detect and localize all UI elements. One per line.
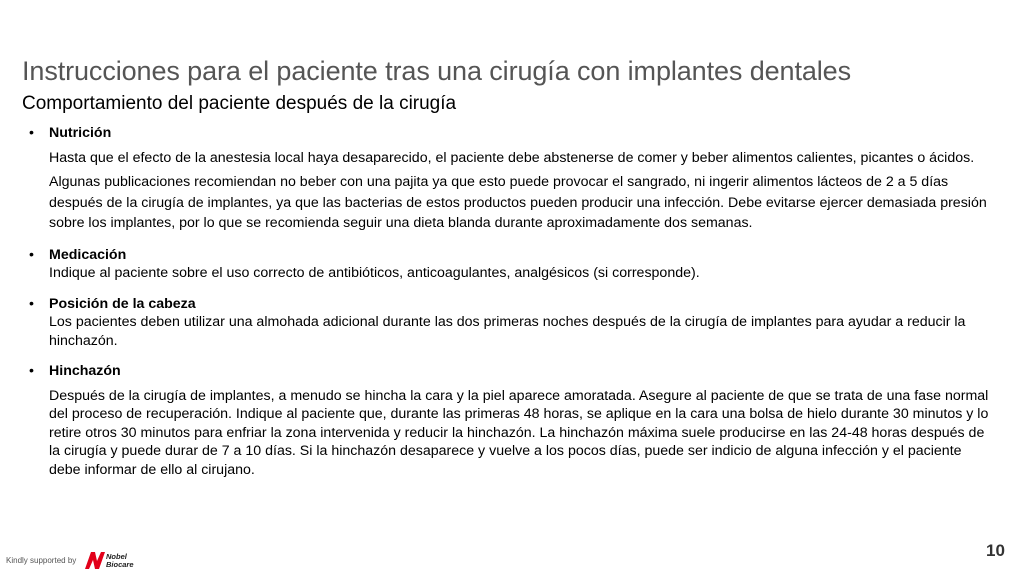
section-heading: Hinchazón: [49, 363, 121, 379]
page-number: 10: [986, 541, 1005, 560]
section-paragraph: Indique al paciente sobre el uso correcto de antibióticos, anticoagulantes, analgésicos (si corresponde).: [49, 265, 700, 281]
section-medication: [29, 246, 989, 283]
content-body: [29, 124, 989, 486]
bullet: •: [29, 363, 34, 379]
section-heading: Nutrición: [49, 125, 112, 141]
section-heading: Medicación: [49, 246, 127, 263]
section-paragraph: Los pacientes deben utilizar una almohada adicional durante las dos primeras noches después de la cirugía de implantes para ayudar a reducir la hinchazón.: [49, 314, 966, 349]
bullet: •: [29, 125, 34, 141]
slide-subtitle: Comportamiento del paciente después de la cirugía: [22, 93, 457, 114]
supported-by-text: Kindly supported by: [6, 556, 77, 565]
section-paragraph: Algunas publicaciones recomiendan no beber con una pajita ya que esto puede provocar el sangrado, ni ingerir alimentos lácteos de 2 a 5 días después de la cirugía de implantes, ya que las bacterias de estos productos pueden producir una infección. Debe evitarse ejercer demasiada presión sobre los implantes, por lo que se recomienda seguir una dieta blanda durante aproximadamente dos semanas.: [49, 174, 987, 231]
section-heading: Posición de la cabeza: [49, 295, 196, 312]
section-nutrition: [29, 124, 989, 234]
logo-line1: Nobel: [106, 552, 127, 561]
bullet: •: [29, 295, 34, 312]
section-head-position: [29, 295, 989, 351]
bullet: •: [29, 246, 34, 263]
section-paragraph: Después de la cirugía de implantes, a menudo se hincha la cara y la piel aparece amoratada. Asegure al paciente de que se trata de una fase normal del proceso de recuperación. Indique al paciente que, durante las primeras 48 horas, se aplique en la cara una bolsa de hielo durante 30 minutos y lo retire otros 30 minutos para enfriar la zona intervenida y reducir la hinchazón. La hinchazón máxima suele producirse en las 24-48 horas después de la cirugía y puede durar de 7 a 10 días. Si la hinchazón desaparece y vuelve a los pocos días, puede ser indicio de alguna infección y el paciente debe informar de ello al cirujano.: [49, 387, 989, 478]
section-paragraph: Hasta que el efecto de la anestesia local haya desaparecido, el paciente debe abstenerse de comer y beber alimentos calientes, picantes o ácidos.: [49, 149, 975, 166]
section-swelling: [29, 362, 989, 479]
slide-title: Instrucciones para el paciente tras una cirugía con implantes dentales: [22, 56, 851, 86]
logo-mark-icon: [85, 552, 105, 569]
logo-line2: Biocare: [106, 560, 134, 569]
nobel-biocare-logo: [83, 549, 137, 571]
